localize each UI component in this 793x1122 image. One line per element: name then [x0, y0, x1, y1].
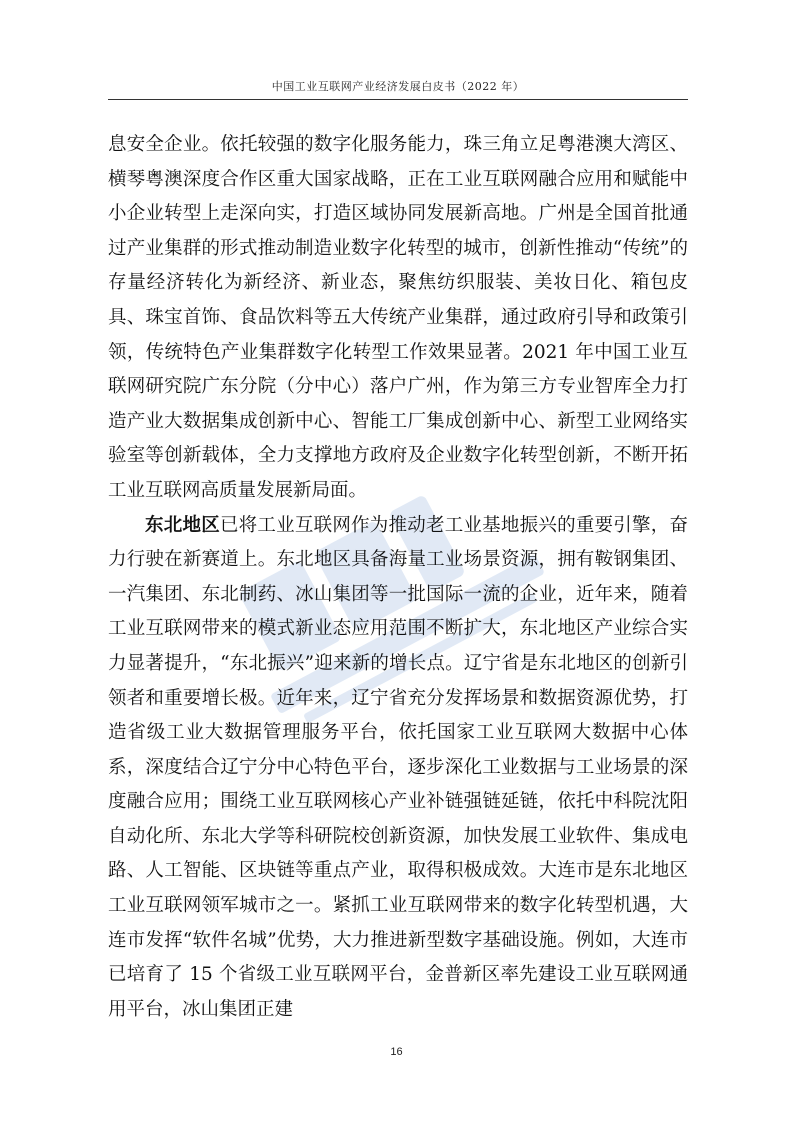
page-number: 16 [390, 1046, 403, 1058]
paragraph-pearl-river-delta: 息安全企业。依托较强的数字化服务能力，珠三角立足粤港澳大湾区、横琴粤澳深度合作区重大国家战略，正在工业互联网融合应用和赋能中小企业转型上走深向实，打造区域协同发展新高地。广州是全国首批通过产业集群的形式推动制造业数字化转型的城市，创新性推动“传统”的存量经济转化为新经济、新业态，聚焦纺织服装、美妆日化、箱包皮具、珠宝首饰、食品饮料等五大传统产业集群，通过政府引导和政策引领，传统特色产业集群数字化转型工作效果显著。2021 年中国工业互联网研究院广东分院（分中心）落户广州，作为第三方专业智库全力打造产业大数据集成创新中心、智能工厂集成创新中心、新型工业网络实验室等创新载体，全力支撑地方政府及企业数字化转型创新，不断开拓工业互联网高质量发展新局面。 [108, 134, 688, 501]
running-header: 中国工业互联网产业经济发展白皮书（2022 年） [271, 80, 525, 93]
paragraph-northeast [108, 509, 688, 1028]
document-body [108, 128, 688, 1027]
header-divider [108, 99, 688, 100]
region-heading-northeast: 东北地区 [145, 514, 220, 536]
paragraph-northeast-text: 已将工业互联网作为推动老工业基地振兴的重要引擎，奋力行驶在新赛道上。东北地区具备海量工业场景资源，拥有鞍钢集团、一汽集团、东北制药、冰山集团等一批国际一流的企业，近年来，随着工业互联网带来的模式新业态应用范围不断扩大，东北地区产业综合实力显著提升，“东北振兴”迎来新的增长点。辽宁省是东北地区的创新引领者和重要增长极。近年来，辽宁省充分发挥场景和数据资源优势，打造省级工业大数据管理服务平台，依托国家工业互联网大数据中心体系，深度结合辽宁分中心特色平台，逐步深化工业数据与工业场景的深度融合应用；围绕工业互联网核心产业补链强链延链，依托中科院沈阳自动化所、东北大学等科研院校创新资源，加快发展工业软件、集成电路、人工智能、区块链等重点产业，取得积极成效。大连市是东北地区工业互联网领军城市之一。紧抓工业互联网带来的数字化转型机遇，大连市发挥“软件名城”优势，大力推进新型数字基础设施。例如，大连市已培育了 15 个省级工业互联网平台，金普新区率先建设工业互联网通用平台，冰山集团正建 [108, 514, 688, 1020]
